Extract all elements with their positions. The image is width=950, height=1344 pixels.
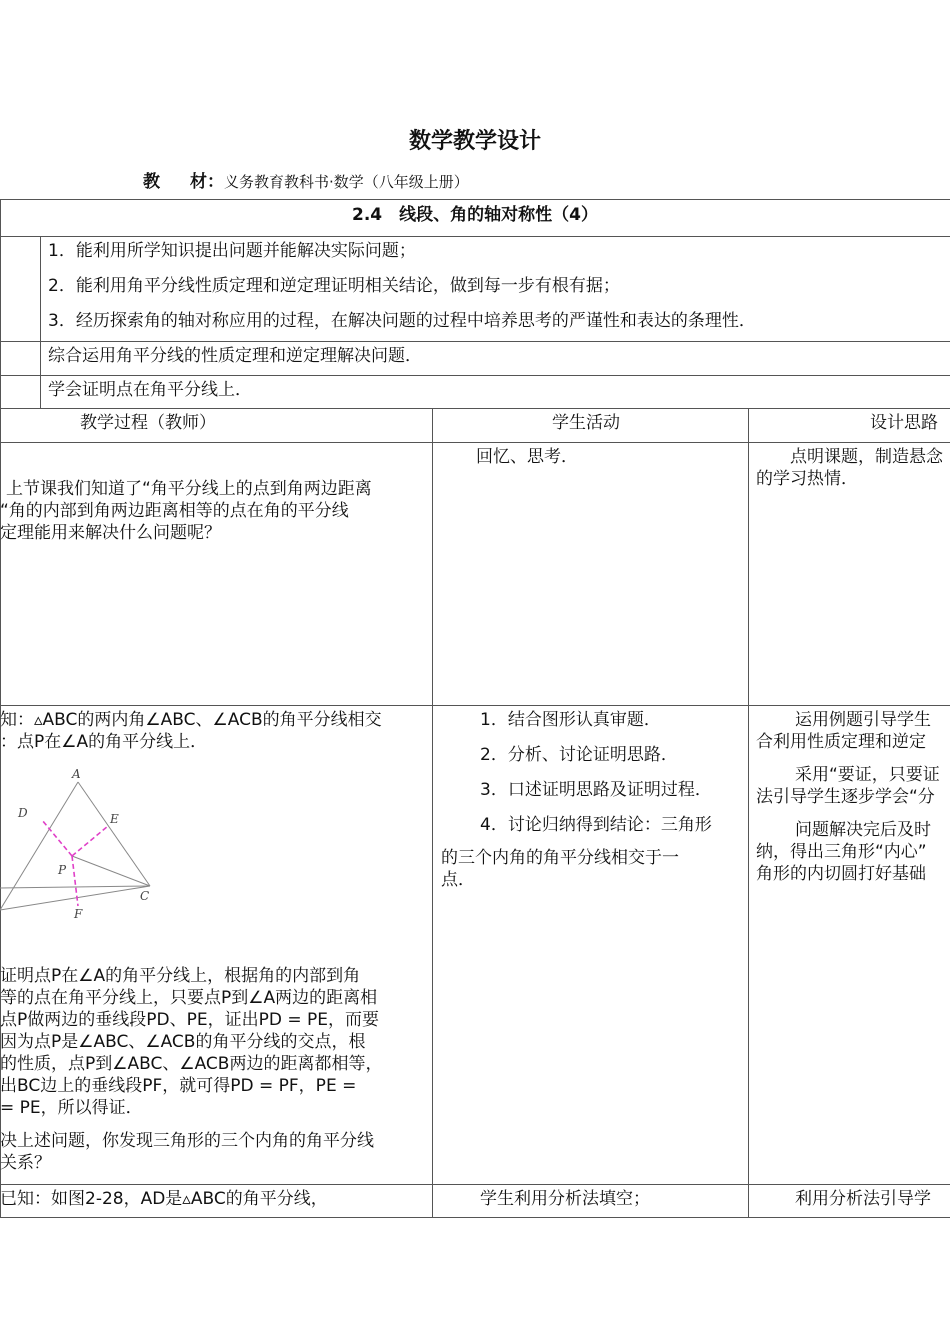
analysis-line-3: 点P做两边的垂线段PD、PE，证出PD = PE，而要 bbox=[0, 1010, 379, 1030]
page-title: 数学教学设计 bbox=[408, 129, 541, 154]
textbook-label-b: 材： bbox=[190, 172, 224, 192]
question-line-2: 关系？ bbox=[0, 1153, 51, 1173]
objective-3: 3．经历探索角的轴对称应用的过程，在解决问题的过程中培养思考的严谨性和表达的条理性． bbox=[48, 311, 756, 331]
textbook-line bbox=[143, 167, 469, 192]
side-ab bbox=[0, 782, 78, 910]
objective-1: 1．能利用所学知识提出问题并能解决实际问题； bbox=[48, 241, 416, 261]
design-line-7: 角形的内切圆打好基础 bbox=[756, 864, 926, 884]
perp-pe bbox=[72, 826, 108, 856]
analysis-line-4: 因为点P是∠ABC、∠ACB的角平分线的交点，根 bbox=[0, 1032, 366, 1052]
column-header-teacher: 教学过程（教师） bbox=[80, 413, 216, 433]
label-e: E bbox=[110, 812, 119, 826]
textbook-label-a: 教 bbox=[143, 172, 160, 192]
side-ac bbox=[78, 782, 150, 886]
row2-teacher-line-1: 知：▵ABC的两内角∠ABC、∠ACB的角平分线相交 bbox=[0, 710, 382, 730]
design-line-6: 纳，得出三角形“内心” bbox=[756, 842, 927, 862]
label-p: P bbox=[58, 863, 67, 877]
column-header-design: 设计思路 bbox=[870, 413, 938, 433]
row1-teacher-line-2: “角的内部到角两边距离相等的点在角的平分线 bbox=[0, 501, 349, 521]
label-a: A bbox=[72, 767, 81, 781]
row1-design-line-2: 的学习热情． bbox=[756, 469, 858, 489]
row3-student: 学生利用分析法填空； bbox=[480, 1189, 650, 1209]
analysis-line-6: 出BC边上的垂线段PF，就可得PD = PF，PE = bbox=[0, 1076, 357, 1096]
design-line-1: 运用例题引导学生 bbox=[795, 710, 931, 730]
key-point: 综合运用角平分线的性质定理和逆定理解决问题． bbox=[48, 346, 422, 366]
textbook-value: 义务教育教科书·数学（八年级上册） bbox=[224, 173, 469, 191]
column-header-student: 学生活动 bbox=[552, 413, 620, 433]
question-line-1: 决上述问题，你发现三角形的三个内角的角平分线 bbox=[0, 1131, 374, 1151]
bisector-b bbox=[0, 886, 150, 888]
perp-pd bbox=[42, 820, 72, 856]
analysis-line-5: 的性质，点P到∠ABC、∠ACB两边的距离都相等， bbox=[0, 1054, 383, 1074]
row1-teacher-line-3: 定理能用来解决什么问题呢？ bbox=[0, 523, 221, 543]
analysis-line-2: 等的点在角平分线上，只要点P到∠A两边的距离相 bbox=[0, 988, 378, 1008]
objective-2: 2．能利用角平分线性质定理和逆定理证明相关结论，做到每一步有根有据； bbox=[48, 276, 620, 296]
row3-teacher: 已知：如图2-28，AD是▵ABC的角平分线， bbox=[0, 1189, 328, 1209]
design-line-5: 问题解决完后及时 bbox=[795, 820, 931, 840]
row2-teacher-line-2: ：点P在∠A的角平分线上． bbox=[0, 732, 208, 752]
student-cont-2: 点． bbox=[441, 870, 475, 890]
student-cont-1: 的三个内角的角平分线相交于一 bbox=[441, 848, 679, 868]
section-heading: 2.4 线段、角的轴对称性（4） bbox=[352, 205, 598, 225]
triangle-figure bbox=[0, 760, 180, 930]
label-d: D bbox=[18, 806, 28, 820]
difficulty: 学会证明点在角平分线上． bbox=[48, 380, 252, 400]
row1-teacher-line-1: 上节课我们知道了“角平分线上的点到角两边距离 bbox=[6, 479, 372, 499]
design-line-3: 采用“要证，只要证 bbox=[795, 765, 940, 785]
design-line-2: 合利用性质定理和逆定 bbox=[756, 732, 926, 752]
design-line-4: 法引导学生逐步学会“分 bbox=[756, 787, 935, 807]
student-item-1: 1．结合图形认真审题． bbox=[480, 710, 661, 730]
student-item-2: 2．分析、讨论证明思路． bbox=[480, 745, 678, 765]
analysis-line-7: = PE，所以得证． bbox=[0, 1098, 143, 1118]
student-item-3: 3．口述证明思路及证明过程． bbox=[480, 780, 712, 800]
row1-design-line-1: 点明课题，制造悬念 bbox=[790, 447, 943, 467]
row3-design: 利用分析法引导学 bbox=[795, 1189, 931, 1209]
row1-student: 回忆、思考． bbox=[476, 447, 578, 467]
analysis-line-1: 证明点P在∠A的角平分线上，根据角的内部到角 bbox=[0, 966, 361, 986]
bisector-c bbox=[72, 856, 150, 886]
label-c: C bbox=[140, 889, 150, 903]
student-item-4: 4．讨论归纳得到结论：三角形 bbox=[480, 815, 712, 835]
label-f: F bbox=[74, 907, 83, 921]
